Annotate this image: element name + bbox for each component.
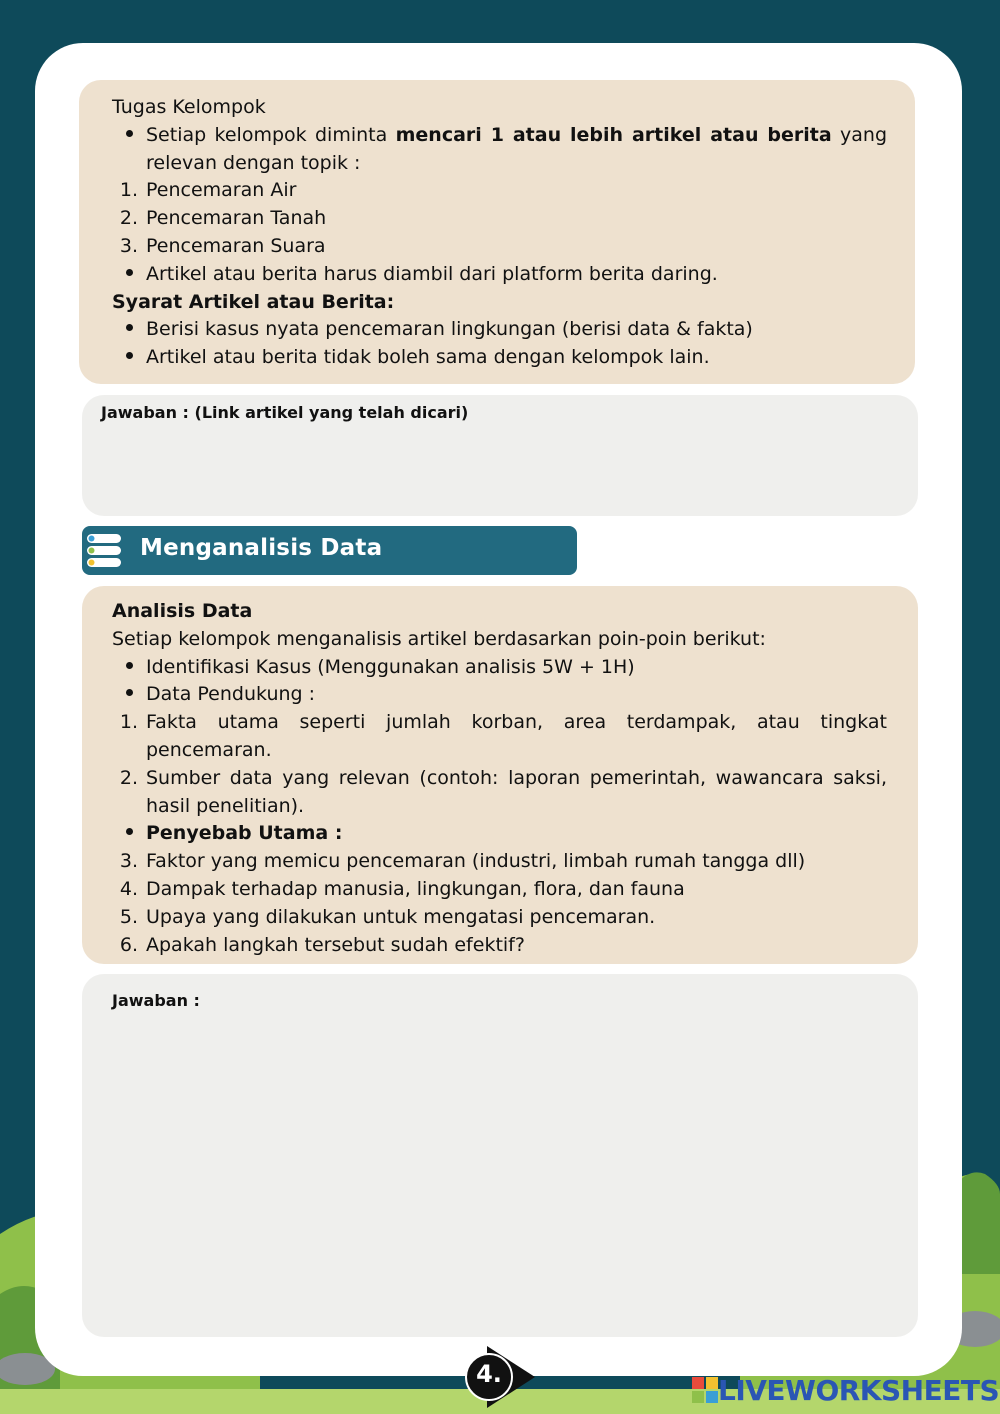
list-item: Data Pendukung : [112, 681, 887, 709]
list-icon [85, 531, 125, 571]
list-item: 3. Pencemaran Suara [119, 234, 326, 257]
liveworksheets-mark-icon [692, 1377, 718, 1403]
list-item: 1. Fakta utama seperti jumlah korban, area terdampak, atau tingkat pencemaran. [119, 711, 887, 761]
task-title: Tugas Kelompok [112, 96, 266, 118]
analysis-intro: Setiap kelompok menganalisis artikel berdasarkan poin-poin berikut: [112, 627, 766, 650]
list-item: Artikel atau berita harus diambil dari platform berita daring. [112, 261, 887, 289]
bullet-icon [126, 689, 133, 696]
list-item: 2. Sumber data yang relevan (contoh: laporan pemerintah, wawancara saksi, hasil penelitian). [119, 766, 887, 817]
section-title: Menganalisis Data [140, 535, 383, 561]
bullet-icon [126, 352, 133, 359]
list-item: Berisi kasus nyata pencemaran lingkungan (berisi data & fakta) [112, 316, 887, 344]
bullet-icon [126, 324, 133, 331]
bullet-icon [126, 662, 133, 669]
page-number: 4. [476, 1360, 502, 1388]
answer-link-field[interactable] [82, 395, 918, 516]
list-item: Identifikasi Kasus (Menggunakan analisis 5W + 1H) [112, 654, 887, 682]
list-item: Artikel atau berita tidak boleh sama dengan kelompok lain. [112, 344, 887, 372]
analysis-title: Analisis Data [112, 600, 253, 622]
requirements-title: Syarat Artikel atau Berita: [112, 290, 395, 313]
bullet-icon [126, 130, 133, 137]
answer-link-label: Jawaban : (Link artikel yang telah dicari) [101, 403, 469, 422]
list-item: 3. Faktor yang memicu pencemaran (industri, limbah rumah tangga dll) [119, 850, 806, 873]
answer-field[interactable] [82, 974, 918, 1337]
answer-label: Jawaban : [112, 991, 200, 1010]
analysis-box [82, 586, 918, 964]
brand-name: LIVEWORKSHEETS [718, 1373, 1000, 1407]
task-box [79, 80, 915, 384]
list-item: 1. Pencemaran Air [119, 179, 297, 202]
list-item: 6. Apakah langkah tersebut sudah efektif? [119, 933, 525, 956]
list-item: Setiap kelompok diminta mencari 1 atau lebih artikel atau berita yang relevan dengan topik : [112, 122, 887, 178]
bullet-icon [126, 269, 133, 276]
list-item: 2. Pencemaran Tanah [119, 207, 327, 230]
bullet-icon [126, 828, 133, 835]
list-item: Penyebab Utama : [112, 820, 887, 848]
liveworksheets-logo [692, 1372, 999, 1408]
section-header [82, 526, 577, 575]
list-item: 4. Dampak terhadap manusia, lingkungan, flora, dan fauna [119, 877, 685, 900]
list-item: 5. Upaya yang dilakukan untuk mengatasi pencemaran. [119, 905, 656, 928]
